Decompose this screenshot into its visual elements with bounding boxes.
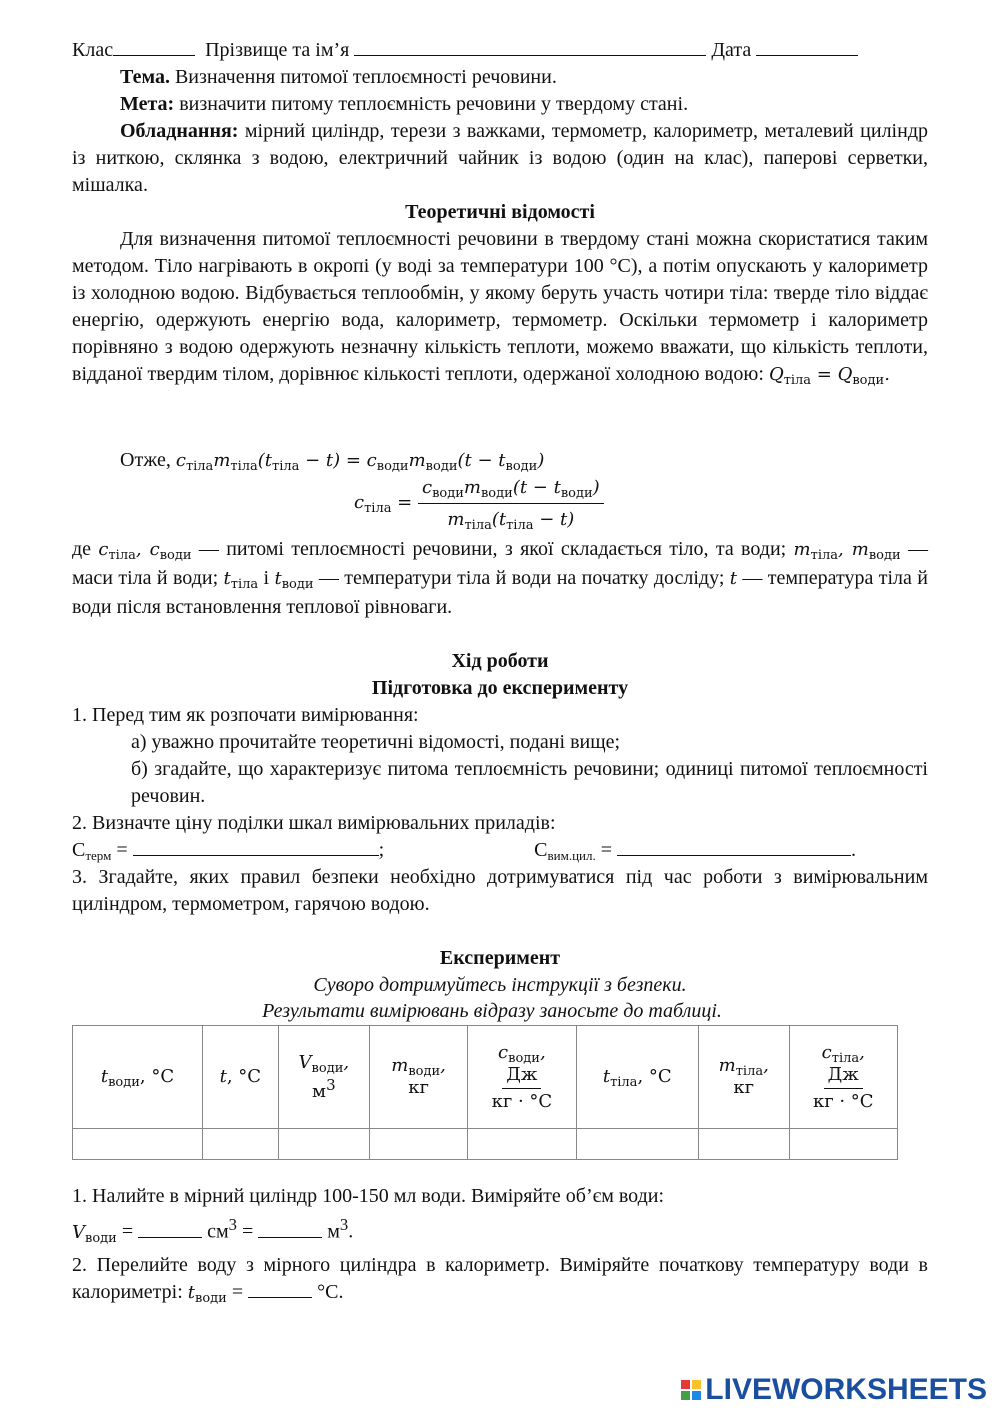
col-v-water: $V_{води}$, $м^3$ xyxy=(278,1026,369,1129)
col-t-body: $t_{тіла}$, °C xyxy=(576,1026,698,1129)
prep-step-1b: б) згадайте, що характеризує питома теплоємність речовини; одиниці питомої теплоємності речовин. xyxy=(131,758,928,807)
name-field[interactable] xyxy=(354,37,706,56)
col-c-water: $c_{води}$, $\frac{Дж}{кг \cdot ^\circ C}$ xyxy=(468,1026,576,1129)
experiment-note-2: Результати вимірювань відразу заносьте до таблиці. xyxy=(262,1000,722,1022)
prep-step-1a: а) уважно прочитайте теоретичні відомості, подані вище; xyxy=(131,731,621,753)
t-water-field[interactable] xyxy=(248,1279,312,1298)
volume-m3-field[interactable] xyxy=(258,1219,322,1238)
date-field[interactable] xyxy=(756,37,858,56)
theory-title xyxy=(72,199,928,226)
name-label: Прізвище та ім’я xyxy=(205,39,350,61)
notation-text: де $c_{тіла}$, $c_{води}$ — питомі теплоємності речовини, з якої складається тіло, та води; $m_{тіла}$, $m_{води}$ — маси тіла й води; $t_{тіла}$ і $t_{води}$ — температури тіла й води на початку досліду; t — температура тіла й води після встановлення теплової рівноваги. xyxy=(72,538,929,618)
experiment-note-1: Суворо дотримуйтесь інструкції з безпеки. xyxy=(313,974,687,996)
exp-step-1: 1. Налийте в мірний циліндр 100-150 мл води. Виміряйте об’єм води: xyxy=(72,1185,665,1207)
cell-input[interactable] xyxy=(468,1129,576,1160)
volume-line: $V_{води} = см^3 = м^3$. xyxy=(72,1215,354,1246)
cell-input[interactable] xyxy=(698,1129,789,1160)
class-label: Клас xyxy=(72,39,114,61)
cell-input[interactable] xyxy=(278,1129,369,1160)
topic-text: Визначення питомої теплоємності речовини. xyxy=(169,66,557,88)
logo-text: LIVEWORKSHEETS xyxy=(705,1373,987,1406)
c-therm-field[interactable] xyxy=(133,837,379,856)
cell-input[interactable] xyxy=(202,1129,278,1160)
header-line xyxy=(72,37,928,64)
equipment xyxy=(72,118,928,199)
col-t-water: $t_{води}$, °C xyxy=(73,1026,203,1129)
experiment-title: Експеримент xyxy=(439,947,561,969)
procedure-title: Хід роботи xyxy=(451,650,549,672)
goal-label: Мета: xyxy=(120,93,175,115)
table-row xyxy=(73,1129,898,1160)
class-field[interactable] xyxy=(113,37,195,56)
prep-step-2: 2. Визначте ціну поділки шкал вимірювальних приладів: xyxy=(72,812,556,834)
table-header-row xyxy=(73,1026,898,1129)
theory-text xyxy=(72,226,928,388)
goal xyxy=(72,91,928,118)
topic xyxy=(72,64,928,91)
liveworksheets-logo xyxy=(681,1373,987,1407)
theory-paragraph: Для визначення питомої теплоємності речовини в твердому стані можна скористатися таким методом. Тіло нагрівають в окропі (у воді за температури 100 °С), а потім опускають у калориметр із холодною водою. Відбувається теплообмін, у якому беруть участь чотири тіла: тверде тіло віддає енергію, одержують енергію вода, калориметр, термометр. Оскільки термометр і калориметр порівняно з водою одержують незначну кількість теплоти, можемо вважати, що кількість теплоти, відданої твердим тілом, дорівнює кількості теплоти, одержаної холодною водою: xyxy=(72,228,928,385)
cell-input[interactable] xyxy=(369,1129,467,1160)
c-cylinder-field[interactable] xyxy=(617,837,851,856)
cell-input[interactable] xyxy=(576,1129,698,1160)
results-table xyxy=(72,1025,898,1160)
goal-text: визначити питому теплоємність речовини у твердому стані. xyxy=(174,93,689,115)
col-t: t, °C xyxy=(202,1026,278,1129)
equation-line: Отже, $c_{тіла}m_{тіла}(t_{тіла} - t) = c_{води}m_{води}(t - t_{води})$ xyxy=(120,449,545,474)
col-m-water: $m_{води}$, кг xyxy=(369,1026,467,1129)
col-m-body: $m_{тіла}$, кг xyxy=(698,1026,789,1129)
prep-step-3: 3. Згадайте, яких правил безпеки необхідно дотримуватися під час роботи з вимірювальним циліндром, термометром, гарячою водою. xyxy=(72,866,928,915)
exp-step-2: 2. Перелийте воду з мірного циліндра в калориметр. Виміряйте початкову температуру води в калориметрі: $t_{води} = ^\circ С$. xyxy=(72,1254,928,1306)
topic-label: Тема. xyxy=(120,66,170,88)
scale-division-line: $С_{терм}$ = ; $С_{вим.цил.}$ = . xyxy=(72,839,857,863)
date-label: Дата xyxy=(711,39,752,61)
equipment-text: мірний циліндр, терези з важками, термометр, калориметр, металевий циліндр із ниткою, склянка з водою, електричний чайник із водою (один на клас), паперові серветки, мішалка. xyxy=(72,120,928,196)
cell-input[interactable] xyxy=(789,1129,897,1160)
col-c-body: $c_{тіла}$, $\frac{Дж}{кг \cdot ^\circ C}$ xyxy=(789,1026,897,1129)
theory-title-text: Теоретичні відомості xyxy=(405,201,595,223)
equation-2: $c_{тіла}$ = $\frac{c_{води}m_{води}(t - t_{води})}{m_{тіла}(t_{тіла} - t)}$ xyxy=(72,474,928,533)
volume-cm3-field[interactable] xyxy=(138,1219,202,1238)
cell-input[interactable] xyxy=(73,1129,203,1160)
heat-balance-eq: $Q_{тіла} = Q_{води}$. xyxy=(768,364,890,388)
logo-icon xyxy=(681,1380,701,1400)
prep-title: Підготовка до експерименту xyxy=(371,677,629,699)
equipment-label: Обладнання: xyxy=(120,120,239,142)
prep-step-1: 1. Перед тим як розпочати вимірювання: xyxy=(72,704,419,726)
equation-1: $c_{тіла}m_{тіла}(t_{тіла} - t) = c_{води}m_{води}(t - t_{води})$ xyxy=(175,450,545,474)
